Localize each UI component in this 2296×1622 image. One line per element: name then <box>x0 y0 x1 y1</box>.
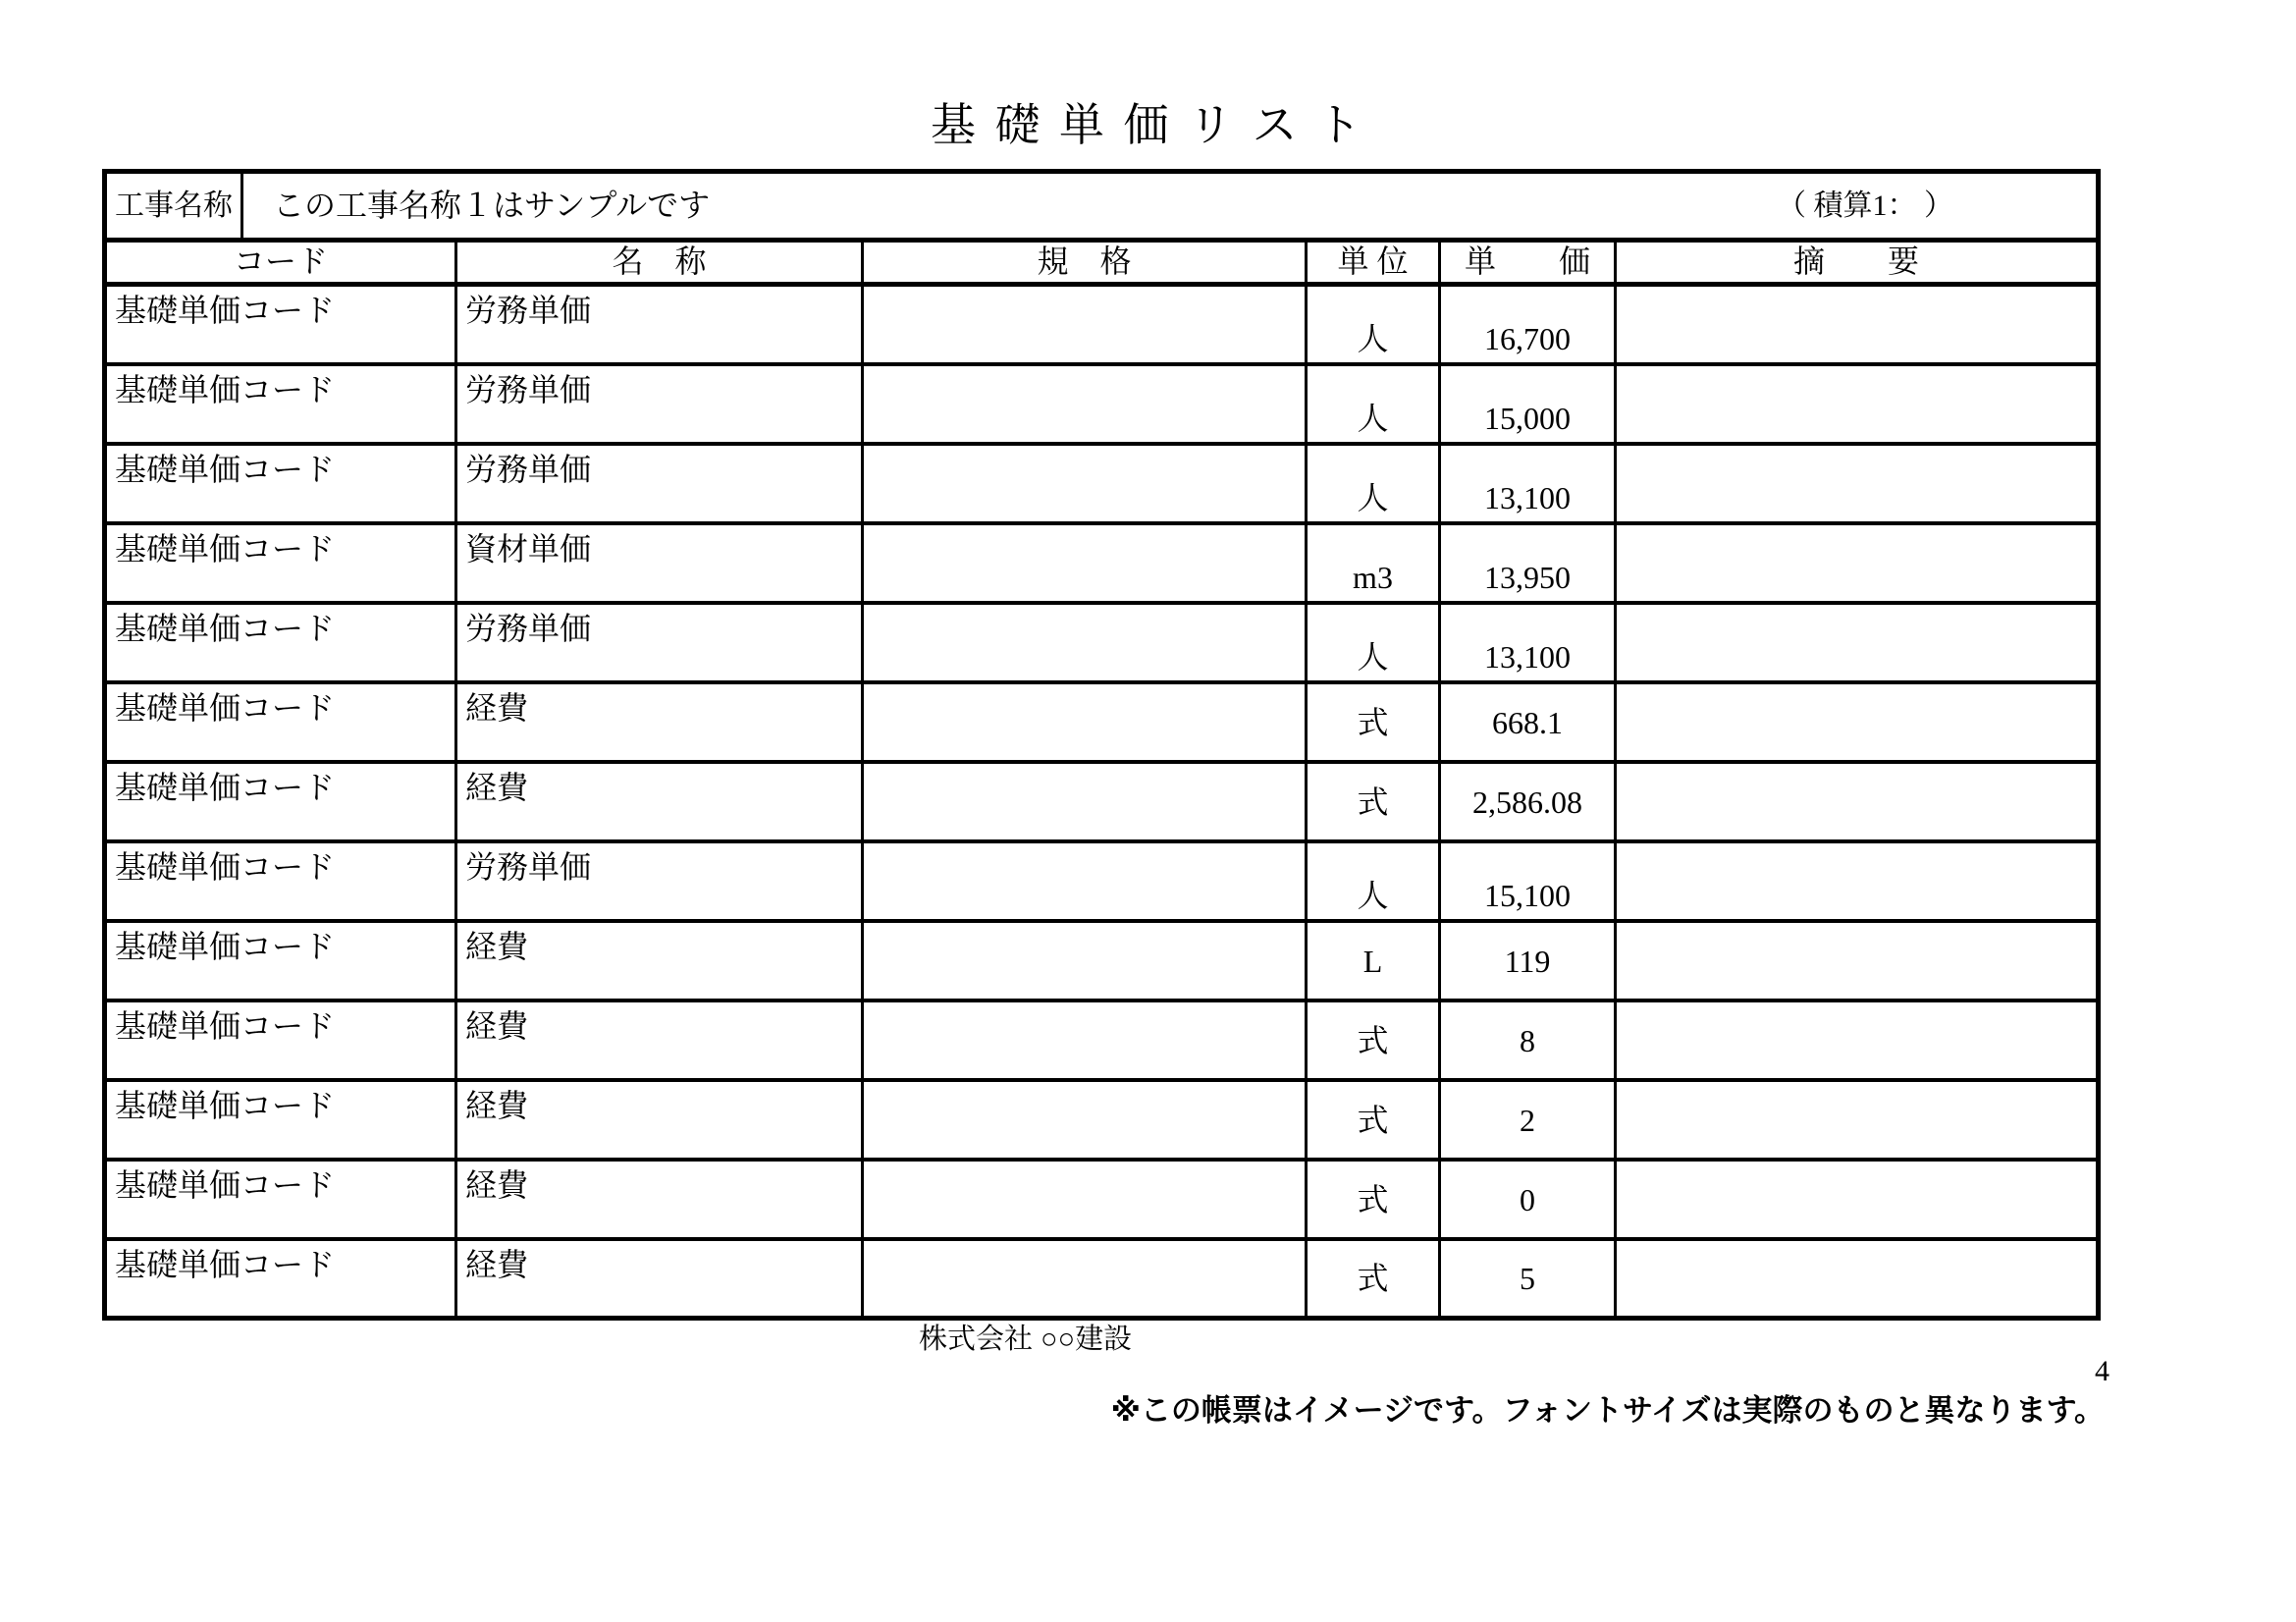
table-row <box>107 366 2096 446</box>
unit-value: 式 <box>1357 1022 1389 1058</box>
code-value: 基礎単価コード <box>115 531 336 567</box>
price-cell <box>1441 446 1617 521</box>
remark-value <box>1617 446 2096 451</box>
spec-cell <box>864 923 1308 999</box>
remark-cell <box>1617 446 2096 521</box>
name-value: 経費 <box>465 690 529 726</box>
unit-value: 式 <box>1357 1261 1389 1296</box>
spec-value <box>864 1002 1305 1007</box>
company-name: 株式会社 ○○建設 <box>919 1324 1133 1355</box>
remark-value <box>1617 287 2096 292</box>
remark-cell <box>1617 1241 2096 1316</box>
spec-value <box>864 525 1305 530</box>
remark-cell <box>1617 684 2096 760</box>
price-value: 13,950 <box>1484 560 1571 595</box>
code-value: 基礎単価コード <box>115 1167 336 1203</box>
price-value: 15,000 <box>1484 401 1571 436</box>
remark-cell <box>1617 764 2096 839</box>
spec-value <box>864 446 1305 451</box>
table-row <box>107 1082 2096 1162</box>
name-value: 労務単価 <box>465 611 592 646</box>
spec-cell <box>864 684 1308 760</box>
project-name-cell <box>243 174 2096 238</box>
price-value: 2,586.08 <box>1472 784 1582 820</box>
remark-value <box>1617 1082 2096 1087</box>
unit-value: 式 <box>1357 1102 1389 1138</box>
price-cell <box>1441 684 1617 760</box>
spec-cell <box>864 605 1308 680</box>
name-cell <box>457 764 864 839</box>
price-cell <box>1441 764 1617 839</box>
table-row <box>107 684 2096 764</box>
unit-cell <box>1308 1082 1441 1158</box>
name-value: 労務単価 <box>465 293 592 328</box>
price-value: 13,100 <box>1484 639 1571 675</box>
price-cell <box>1441 1162 1617 1237</box>
name-cell <box>457 525 864 601</box>
code-cell <box>107 843 457 919</box>
table-row <box>107 843 2096 923</box>
code-cell <box>107 525 457 601</box>
spec-cell <box>864 1082 1308 1158</box>
unit-cell <box>1308 1002 1441 1078</box>
remark-value <box>1617 605 2096 610</box>
spec-value <box>864 605 1305 610</box>
remark-cell <box>1617 923 2096 999</box>
table-row <box>107 605 2096 684</box>
table-row <box>107 1162 2096 1241</box>
code-value: 基礎単価コード <box>115 1247 336 1282</box>
spec-cell <box>864 287 1308 362</box>
unit-cell <box>1308 525 1441 601</box>
spec-cell <box>864 1002 1308 1078</box>
spec-value <box>864 923 1305 928</box>
unit-cell <box>1308 923 1441 999</box>
code-value: 基礎単価コード <box>115 611 336 646</box>
column-header-unit: 単 位 <box>1308 243 1441 282</box>
code-cell <box>107 366 457 442</box>
code-cell <box>107 684 457 760</box>
remark-value <box>1617 684 2096 689</box>
price-value: 119 <box>1504 943 1551 979</box>
price-value: 16,700 <box>1484 321 1571 356</box>
disclaimer-note: ※この帳票はイメージです。フォントサイズは実際のものと異なります。 <box>1110 1393 2105 1428</box>
project-name-row <box>107 174 2096 243</box>
code-cell <box>107 1241 457 1316</box>
price-cell <box>1441 1002 1617 1078</box>
code-value: 基礎単価コード <box>115 690 336 726</box>
table-row <box>107 287 2096 366</box>
remark-cell <box>1617 287 2096 362</box>
remark-cell <box>1617 525 2096 601</box>
unit-cell <box>1308 605 1441 680</box>
spec-value <box>864 843 1305 848</box>
price-cell <box>1441 605 1617 680</box>
price-cell <box>1441 525 1617 601</box>
spec-cell <box>864 1162 1308 1237</box>
remark-value <box>1617 843 2096 848</box>
name-value: 労務単価 <box>465 372 592 407</box>
unit-value: m3 <box>1353 560 1393 595</box>
remark-value <box>1617 366 2096 371</box>
column-header-row <box>107 243 2096 287</box>
page-title: 基 礎 単 価 リ ス ト <box>931 100 1365 150</box>
remark-value <box>1617 525 2096 530</box>
price-value: 8 <box>1520 1022 1535 1058</box>
unit-value: 式 <box>1357 784 1389 820</box>
unit-cell <box>1308 366 1441 442</box>
code-value: 基礎単価コード <box>115 929 336 964</box>
spec-value <box>864 764 1305 769</box>
code-cell <box>107 1002 457 1078</box>
code-cell <box>107 287 457 362</box>
remark-cell <box>1617 605 2096 680</box>
price-value: 668.1 <box>1492 704 1563 740</box>
unit-value: 人 <box>1357 639 1389 675</box>
name-cell <box>457 1002 864 1078</box>
project-name-value: この工事名称１はサンプルです <box>273 188 711 223</box>
code-value: 基礎単価コード <box>115 372 336 407</box>
code-cell <box>107 446 457 521</box>
remark-cell <box>1617 1002 2096 1078</box>
price-value: 15,100 <box>1484 878 1571 913</box>
table-row <box>107 1002 2096 1082</box>
spec-cell <box>864 764 1308 839</box>
spec-cell <box>864 366 1308 442</box>
spec-value <box>864 1241 1305 1246</box>
spec-value <box>864 1082 1305 1087</box>
remark-cell <box>1617 843 2096 919</box>
name-value: 労務単価 <box>465 452 592 487</box>
price-cell <box>1441 843 1617 919</box>
unit-cell <box>1308 287 1441 362</box>
name-cell <box>457 446 864 521</box>
estimate-note: （ 積算1： ） <box>1777 189 1953 222</box>
name-value: 労務単価 <box>465 849 592 885</box>
column-header-price: 単 価 <box>1441 243 1617 282</box>
remark-value <box>1617 764 2096 769</box>
spec-cell <box>864 1241 1308 1316</box>
name-cell <box>457 605 864 680</box>
name-value: 経費 <box>465 1247 529 1282</box>
name-value: 経費 <box>465 1088 529 1123</box>
code-value: 基礎単価コード <box>115 452 336 487</box>
code-value: 基礎単価コード <box>115 293 336 328</box>
page-number: 4 <box>2095 1355 2109 1387</box>
price-cell <box>1441 1241 1617 1316</box>
code-value: 基礎単価コード <box>115 1088 336 1123</box>
code-value: 基礎単価コード <box>115 849 336 885</box>
unit-cell <box>1308 1162 1441 1237</box>
unit-cell <box>1308 684 1441 760</box>
table-row <box>107 923 2096 1002</box>
column-header-name: 名 称 <box>457 243 864 282</box>
unit-value: 人 <box>1357 480 1389 515</box>
name-value: 経費 <box>465 770 529 805</box>
unit-value: 人 <box>1357 321 1389 356</box>
code-value: 基礎単価コード <box>115 1008 336 1044</box>
price-value: 0 <box>1520 1181 1535 1217</box>
name-value: 経費 <box>465 1167 529 1203</box>
unit-cell <box>1308 446 1441 521</box>
column-header-code: コード <box>107 243 457 282</box>
name-value: 経費 <box>465 1008 529 1044</box>
name-cell <box>457 366 864 442</box>
price-cell <box>1441 366 1617 442</box>
unit-value: 式 <box>1357 1181 1389 1217</box>
price-cell <box>1441 287 1617 362</box>
unit-cell <box>1308 843 1441 919</box>
code-cell <box>107 1082 457 1158</box>
name-value: 経費 <box>465 929 529 964</box>
unit-value: L <box>1362 943 1383 979</box>
code-value: 基礎単価コード <box>115 770 336 805</box>
code-cell <box>107 1162 457 1237</box>
name-cell <box>457 1082 864 1158</box>
price-cell <box>1441 1082 1617 1158</box>
name-cell <box>457 843 864 919</box>
spec-cell <box>864 525 1308 601</box>
unit-value: 式 <box>1357 704 1389 740</box>
name-cell <box>457 923 864 999</box>
table-row <box>107 525 2096 605</box>
price-value: 2 <box>1520 1102 1535 1138</box>
name-cell <box>457 287 864 362</box>
price-cell <box>1441 923 1617 999</box>
remark-value <box>1617 1241 2096 1246</box>
price-value: 5 <box>1520 1261 1535 1296</box>
code-cell <box>107 764 457 839</box>
remark-value <box>1617 1002 2096 1007</box>
table-row <box>107 764 2096 843</box>
unit-cell <box>1308 1241 1441 1316</box>
spec-value <box>864 287 1305 292</box>
remark-cell <box>1617 1082 2096 1158</box>
remark-cell <box>1617 1162 2096 1237</box>
table-row <box>107 446 2096 525</box>
unit-value: 人 <box>1357 401 1389 436</box>
unit-cell <box>1308 764 1441 839</box>
unit-price-table <box>102 169 2101 1321</box>
code-cell <box>107 923 457 999</box>
unit-value: 人 <box>1357 878 1389 913</box>
remark-cell <box>1617 366 2096 442</box>
name-cell <box>457 684 864 760</box>
remark-value <box>1617 923 2096 928</box>
spec-cell <box>864 843 1308 919</box>
price-value: 13,100 <box>1484 480 1571 515</box>
name-value: 資材単価 <box>465 531 592 567</box>
table-row <box>107 1241 2096 1316</box>
column-header-spec: 規 格 <box>864 243 1308 282</box>
code-cell <box>107 605 457 680</box>
name-cell <box>457 1162 864 1237</box>
spec-value <box>864 366 1305 371</box>
spec-value <box>864 684 1305 689</box>
spec-cell <box>864 446 1308 521</box>
name-cell <box>457 1241 864 1316</box>
column-header-remark: 摘 要 <box>1792 243 1919 279</box>
project-name-label: 工事名称 <box>107 174 243 238</box>
spec-value <box>864 1162 1305 1166</box>
remark-value <box>1617 1162 2096 1166</box>
